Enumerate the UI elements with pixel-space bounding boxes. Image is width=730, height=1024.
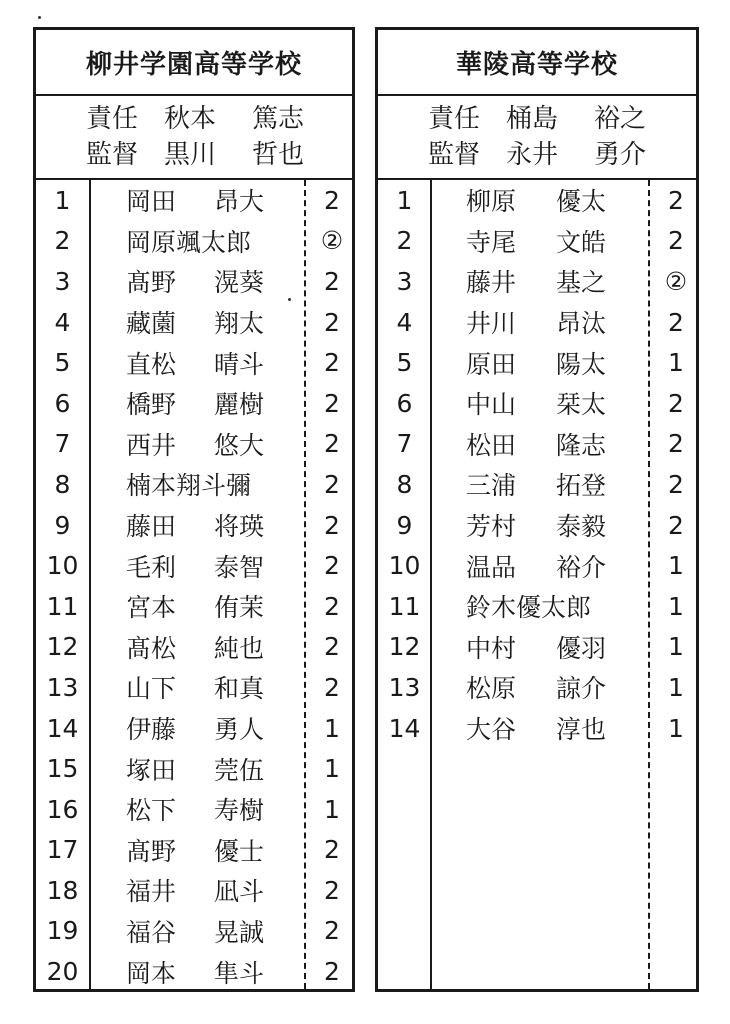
staff-role: 監督	[428, 140, 481, 170]
player-given-name: 優士	[214, 836, 265, 866]
player-row	[36, 870, 352, 911]
player-given-name: 拓登	[556, 471, 607, 501]
player-family-name: 髙野	[126, 836, 177, 866]
staff-line-coach	[86, 137, 352, 173]
staff-given-name: 哲也	[252, 140, 305, 170]
player-grade: ②	[664, 266, 688, 296]
player-roster	[378, 180, 696, 989]
staff-role: 責任	[428, 104, 481, 134]
staff-given-name: 裕之	[594, 104, 647, 134]
player-grade: 2	[324, 916, 340, 946]
player-row	[36, 951, 352, 992]
staff-given-name: 篤志	[252, 104, 305, 134]
player-row	[378, 383, 696, 424]
player-row	[378, 180, 696, 221]
player-family-name: 髙松	[126, 633, 177, 663]
player-family-name: 鈴木優太郎	[466, 593, 592, 623]
player-given-name: 隼斗	[214, 958, 265, 988]
player-family-name: 伊藤	[126, 715, 177, 745]
player-given-name: 優太	[556, 187, 607, 217]
player-family-name: 岡田	[126, 187, 177, 217]
player-row	[378, 505, 696, 546]
staff-given-name: 勇介	[594, 140, 647, 170]
player-given-name: 晴斗	[214, 349, 265, 379]
player-grade: 2	[324, 591, 340, 621]
player-number: 7	[54, 429, 71, 459]
player-row	[36, 627, 352, 668]
player-grade: 2	[324, 510, 340, 540]
staff-family-name: 秋本	[164, 104, 217, 134]
staff-block	[36, 96, 352, 180]
player-grade: 2	[324, 551, 340, 581]
player-number: 19	[46, 916, 79, 946]
player-given-name: 基之	[556, 268, 607, 298]
player-row	[36, 505, 352, 546]
player-grade: 2	[668, 185, 684, 215]
player-row	[36, 830, 352, 871]
player-number: 1	[54, 185, 71, 215]
player-grade: 2	[324, 835, 340, 865]
team-card-karyo	[375, 27, 699, 992]
player-row	[36, 748, 352, 789]
player-given-name: 優羽	[556, 633, 607, 663]
player-row	[36, 708, 352, 749]
player-grade: 2	[324, 185, 340, 215]
player-number: 4	[396, 307, 413, 337]
player-row	[378, 586, 696, 627]
player-given-name: 侑茉	[214, 593, 265, 623]
player-family-name: 中山	[466, 390, 517, 420]
player-row	[378, 708, 696, 749]
player-given-name: 寿樹	[214, 796, 265, 826]
player-number: 11	[46, 591, 79, 621]
player-number: 12	[388, 632, 421, 662]
player-number: 14	[46, 713, 79, 743]
player-grade: 2	[668, 226, 684, 256]
player-given-name: 文皓	[556, 227, 607, 257]
player-grade: ②	[320, 226, 344, 256]
player-given-name: 滉葵	[214, 268, 265, 298]
player-family-name: 宮本	[126, 593, 177, 623]
player-grade: 1	[324, 754, 340, 784]
player-given-name: 晃誠	[214, 917, 265, 947]
player-given-name: 莞伍	[214, 755, 265, 785]
player-number: 2	[396, 226, 413, 256]
staff-role: 監督	[86, 140, 139, 170]
player-number: 3	[396, 266, 413, 296]
player-family-name: 藤井	[466, 268, 517, 298]
player-number: 5	[396, 348, 413, 378]
staff-role: 責任	[86, 104, 139, 134]
player-grade: 2	[324, 469, 340, 499]
player-row	[378, 342, 696, 383]
player-family-name: 寺尾	[466, 227, 517, 257]
player-grade: 1	[668, 591, 684, 621]
player-family-name: 松下	[126, 796, 177, 826]
staff-line-manager	[428, 101, 696, 137]
player-number: 14	[388, 713, 421, 743]
staff-block	[378, 96, 696, 180]
player-grade: 2	[668, 388, 684, 418]
player-number: 16	[46, 794, 79, 824]
player-number: 12	[46, 632, 79, 662]
player-given-name: 悠大	[214, 430, 265, 460]
player-given-name: 陽太	[556, 349, 607, 379]
player-family-name: 髙野	[126, 268, 177, 298]
player-row	[36, 586, 352, 627]
player-grade: 2	[324, 307, 340, 337]
player-number: 9	[396, 510, 413, 540]
player-row	[36, 383, 352, 424]
player-row	[378, 464, 696, 505]
player-family-name: 塚田	[126, 755, 177, 785]
player-row	[378, 302, 696, 343]
staff-line-coach	[428, 137, 696, 173]
player-number: 18	[46, 875, 79, 905]
player-number: 3	[54, 266, 71, 296]
player-family-name: 松田	[466, 430, 517, 460]
player-row	[378, 667, 696, 708]
player-family-name: 松原	[466, 674, 517, 704]
scan-speck	[38, 16, 41, 19]
player-family-name: 温品	[466, 552, 517, 582]
player-family-name: 福谷	[126, 917, 177, 947]
team-card-yanai	[33, 27, 355, 992]
player-given-name: 隆志	[556, 430, 607, 460]
player-family-name: 橋野	[126, 390, 177, 420]
player-family-name: 福井	[126, 877, 177, 907]
player-number: 6	[54, 388, 71, 418]
player-number: 2	[54, 226, 71, 256]
player-grade: 1	[668, 672, 684, 702]
player-number: 8	[54, 469, 71, 499]
player-number: 4	[54, 307, 71, 337]
player-grade: 1	[668, 348, 684, 378]
player-grade: 2	[324, 388, 340, 418]
player-grade: 2	[668, 510, 684, 540]
player-number: 9	[54, 510, 71, 540]
player-family-name: 柳原	[466, 187, 517, 217]
player-grade: 1	[668, 713, 684, 743]
player-number: 10	[46, 551, 79, 581]
player-row	[378, 424, 696, 465]
player-given-name: 裕介	[556, 552, 607, 582]
player-number: 1	[396, 185, 413, 215]
player-grade: 1	[668, 632, 684, 662]
player-family-name: 藤田	[126, 512, 177, 542]
player-given-name: 昂大	[214, 187, 265, 217]
player-grade: 2	[324, 348, 340, 378]
player-row	[378, 545, 696, 586]
player-number: 8	[396, 469, 413, 499]
staff-family-name: 黒川	[164, 140, 217, 170]
player-row	[36, 667, 352, 708]
player-given-name: 凪斗	[214, 877, 265, 907]
player-family-name: 中村	[466, 633, 517, 663]
player-given-name: 淳也	[556, 715, 607, 745]
player-row	[36, 180, 352, 221]
player-family-name: 井川	[466, 309, 517, 339]
player-given-name: 昂汰	[556, 309, 607, 339]
staff-family-name: 桶島	[506, 104, 559, 134]
player-grade: 1	[324, 713, 340, 743]
player-family-name: 直松	[126, 349, 177, 379]
player-given-name: 栞太	[556, 390, 607, 420]
player-number: 17	[46, 835, 79, 865]
player-row	[36, 342, 352, 383]
player-given-name: 泰智	[214, 552, 265, 582]
player-row	[378, 221, 696, 262]
player-grade: 2	[324, 429, 340, 459]
player-grade: 2	[324, 632, 340, 662]
player-number: 15	[46, 754, 79, 784]
player-family-name: 山下	[126, 674, 177, 704]
player-number: 13	[388, 672, 421, 702]
player-row	[378, 261, 696, 302]
player-family-name: 毛利	[126, 552, 177, 582]
player-given-name: 将瑛	[214, 512, 265, 542]
player-row	[36, 545, 352, 586]
player-grade: 2	[324, 672, 340, 702]
player-family-name: 岡本	[126, 958, 177, 988]
player-given-name: 勇人	[214, 715, 265, 745]
player-grade: 2	[668, 429, 684, 459]
player-number: 13	[46, 672, 79, 702]
player-family-name: 藏薗	[126, 309, 177, 339]
player-given-name: 翔太	[214, 309, 265, 339]
player-number: 20	[46, 957, 79, 987]
player-family-name: 芳村	[466, 512, 517, 542]
player-number: 6	[396, 388, 413, 418]
scan-speck	[288, 298, 291, 301]
player-given-name: 和真	[214, 674, 265, 704]
player-row	[36, 302, 352, 343]
player-grade: 2	[668, 469, 684, 499]
player-grade: 2	[324, 957, 340, 987]
player-family-name: 岡原颯太郎	[126, 227, 252, 257]
school-name: 柳井学園高等学校	[36, 30, 352, 96]
school-name: 華陵高等学校	[378, 30, 696, 96]
player-grade: 1	[324, 794, 340, 824]
player-family-name: 三浦	[466, 471, 517, 501]
player-row	[36, 911, 352, 952]
player-given-name: 泰毅	[556, 512, 607, 542]
player-row	[36, 424, 352, 465]
player-given-name: 諒介	[556, 674, 607, 704]
player-number: 10	[388, 551, 421, 581]
player-number: 5	[54, 348, 71, 378]
player-row	[378, 627, 696, 668]
staff-line-manager	[86, 101, 352, 137]
player-row	[36, 221, 352, 262]
player-family-name: 西井	[126, 430, 177, 460]
player-grade: 2	[324, 875, 340, 905]
player-family-name: 原田	[466, 349, 517, 379]
staff-family-name: 永井	[506, 140, 559, 170]
player-row	[36, 261, 352, 302]
player-given-name: 純也	[214, 633, 265, 663]
player-number: 7	[396, 429, 413, 459]
player-number: 11	[388, 591, 421, 621]
player-row	[36, 464, 352, 505]
player-grade: 2	[668, 307, 684, 337]
player-family-name: 楠本翔斗彌	[126, 471, 252, 501]
player-given-name: 麗樹	[214, 390, 265, 420]
player-roster	[36, 180, 352, 989]
player-family-name: 大谷	[466, 715, 517, 745]
player-row	[36, 789, 352, 830]
player-grade: 1	[668, 551, 684, 581]
player-grade: 2	[324, 266, 340, 296]
